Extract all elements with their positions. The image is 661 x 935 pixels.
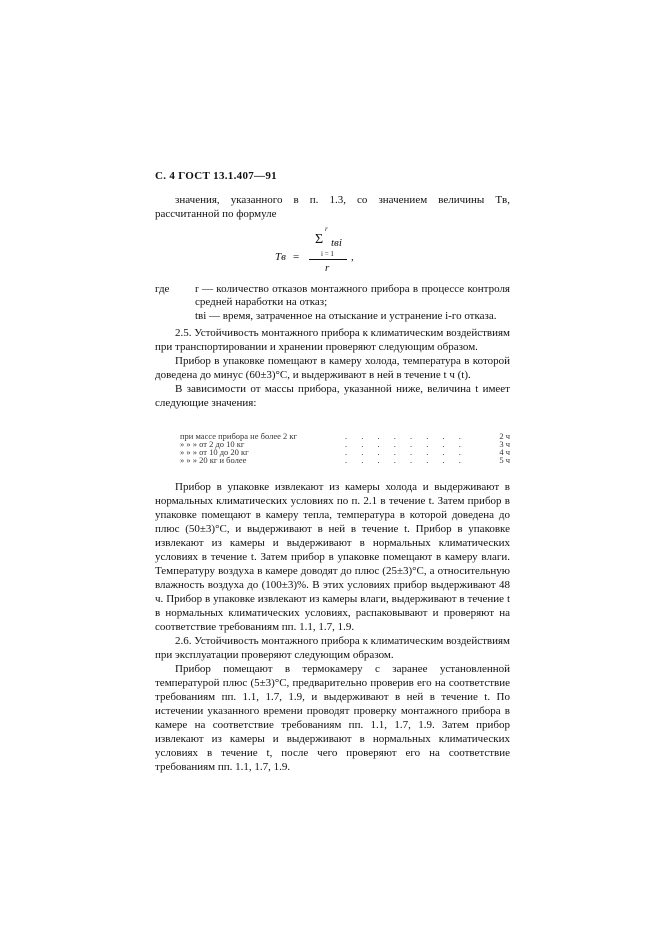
formula-lhs: Tв xyxy=(275,251,286,263)
formula-trailing: , xyxy=(351,251,354,263)
fraction-bar xyxy=(309,259,347,260)
table-value: 5 ч xyxy=(499,455,510,465)
leader-dots: . . . . . . . . xyxy=(345,448,467,456)
formula-term: tвi xyxy=(331,237,342,249)
mass-time-table xyxy=(180,432,510,464)
formula-sum-upper: r xyxy=(325,225,328,233)
formula-equals: = xyxy=(293,251,300,263)
intro-text: значения, указанного в п. 1.3, со значением величины Tв, рассчитанной по формуле xyxy=(155,194,510,220)
table-value: 2 ч xyxy=(499,431,510,441)
leader-dots: . . . . . . . . xyxy=(345,432,467,440)
legend-label: где xyxy=(155,283,170,295)
table-label: при массе прибора не более 2 кг xyxy=(180,431,297,441)
legend-text: tвi — время, затраченное на отыскание и устранение i-го отказа. xyxy=(195,310,497,322)
formula-sum-lower: i = 1 xyxy=(321,250,334,258)
table-row xyxy=(180,456,510,464)
table-value: 4 ч xyxy=(499,447,510,457)
legend-where xyxy=(155,283,510,323)
legend-text: r — количество отказов монтажного прибора в процессе контроля средней наработки на отказ; xyxy=(195,283,510,308)
paragraph: В зависимости от массы прибора, указанной ниже, величина t имеет следующие значения: xyxy=(155,383,510,409)
section-body xyxy=(155,480,510,774)
leader-dots: . . . . . . . . xyxy=(345,440,467,448)
paragraph: Прибор в упаковке помещают в камеру холода, температура в которой доведена до минус (60±3)°С, и выдерживают в ней в течение t ч (t). xyxy=(155,355,510,381)
table-label: » » » 20 кг и более xyxy=(180,455,247,465)
paragraph: 2.5. Устойчивость монтажного прибора к климатическим воздействиям при транспортировании и хранении проверяют следующим образом. xyxy=(155,327,510,353)
paragraph: 2.6. Устойчивость монтажного прибора к климатическим воздействиям при эксплуатации проверяют следующим образом. xyxy=(155,635,510,661)
formula xyxy=(275,225,385,275)
legend-row xyxy=(155,310,510,323)
formula-denominator: r xyxy=(325,262,330,274)
table-label: » » » от 2 до 10 кг xyxy=(180,439,245,449)
table-value: 3 ч xyxy=(499,439,510,449)
paragraph: Прибор в упаковке извлекают из камеры холода и выдерживают в нормальных климатических условиях по п. 2.1 в течение t. Затем прибор в упаковке помещают в камеру тепла, температура в которой доведена до плюс (50±3)°С, и выдерживают в ней в течение t. Прибор в упаковке извлекают из камеры и выдерживают в нормальных климатических условиях в течение t. Затем прибор в упаковке помещают в камеру влаги. Температуру воздуха в камере доводят до плюс (25±3)°С, а относительную влажность воздуха до (100±3)%. В этих условиях прибор выдерживают 48 ч. Прибор в упаковке извлекают из камеры влаги, выдерживают в течение t в нормальных климатических условиях, распаковывают и проверяют на соответствие требованиям пп. 1.1, 1.7, 1.9. xyxy=(155,481,510,633)
leader-dots: . . . . . . . . xyxy=(345,456,467,464)
formula-sum-sign: Σ xyxy=(315,232,324,247)
paragraph: Прибор помещают в термокамеру с заранее установленной температурой плюс (5±3)°С, предварительно проверив его на соответствие требованиям пп. 1.1, 1.7, 1.9, и выдерживают в ней в течение t. По истечении указанного времени проводят проверку монтажного прибора в камере на соответствие требованиям пп. 1.1, 1.7, 1.9. Затем прибор извлекают из камеры и выдерживают в нормальных климатических условиях в течение t, после чего проверяют его на соответствие требованиям пп. 1.1, 1.7, 1.9. xyxy=(155,663,510,773)
legend-row xyxy=(155,283,510,309)
page-header: С. 4 ГОСТ 13.1.407—91 xyxy=(155,170,277,182)
section-2-5 xyxy=(155,326,510,410)
intro-paragraph xyxy=(155,193,510,221)
table-label: » » » от 10 до 20 кг xyxy=(180,447,249,457)
legend-label xyxy=(155,310,195,323)
